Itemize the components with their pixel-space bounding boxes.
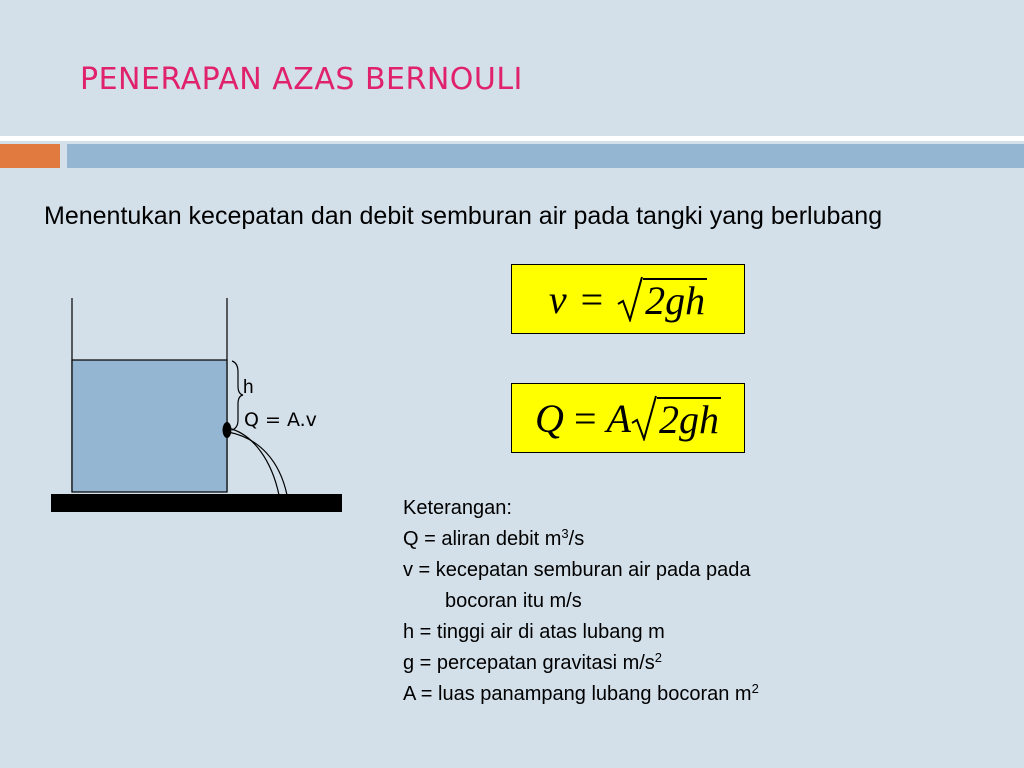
header-divider-white	[0, 136, 1024, 141]
slide-title: PENERAPAN AZAS BERNOULI	[80, 62, 523, 97]
notes-heading: Keterangan:	[403, 497, 512, 519]
formula-velocity	[511, 264, 745, 334]
intro-text: Menentukan kecepatan dan debit semburan air pada tangki yang berlubang	[44, 202, 883, 230]
sqrt-sign-icon	[617, 276, 643, 322]
formula-q-equals: =	[573, 395, 597, 441]
formula-v-equals: =	[580, 276, 604, 322]
ground-base	[51, 494, 342, 512]
formula-v-radicand: 2gh	[645, 278, 706, 323]
formula-q-sqrt	[631, 395, 721, 441]
header-accent-orange	[0, 144, 60, 168]
note-a: A = luas panampang lubang bocoran $m^2$	[403, 681, 759, 705]
header-accent-blue	[67, 144, 1024, 168]
note-g: g = percepatan gravitasi $m/s^2$	[403, 650, 663, 674]
water-jet-inner	[228, 428, 279, 495]
legend-notes	[403, 493, 759, 710]
formula-v-sqrt	[617, 276, 707, 322]
formula-v-lhs: v	[548, 276, 567, 322]
leak-hole-icon	[223, 422, 232, 438]
tank-water	[72, 360, 227, 492]
height-label: h	[243, 377, 254, 398]
height-brace-icon	[232, 361, 243, 430]
discharge-label: Q = A.v	[244, 409, 317, 431]
formula-q-lhs: Q	[535, 395, 564, 441]
note-v-continued: bocoran itu m/s	[445, 590, 582, 612]
water-jet-outer	[228, 432, 287, 495]
formula-q-coef: A	[606, 395, 631, 441]
note-v: v = kecepatan semburan air pada pada	[403, 559, 751, 581]
note-q: Q = aliran debit $m^3/s$	[403, 526, 585, 550]
sqrt-sign-icon	[631, 395, 657, 441]
note-h: h = tinggi air di atas lubang m	[403, 621, 665, 643]
formula-discharge	[511, 383, 745, 453]
formula-q-radicand: 2gh	[658, 397, 719, 442]
